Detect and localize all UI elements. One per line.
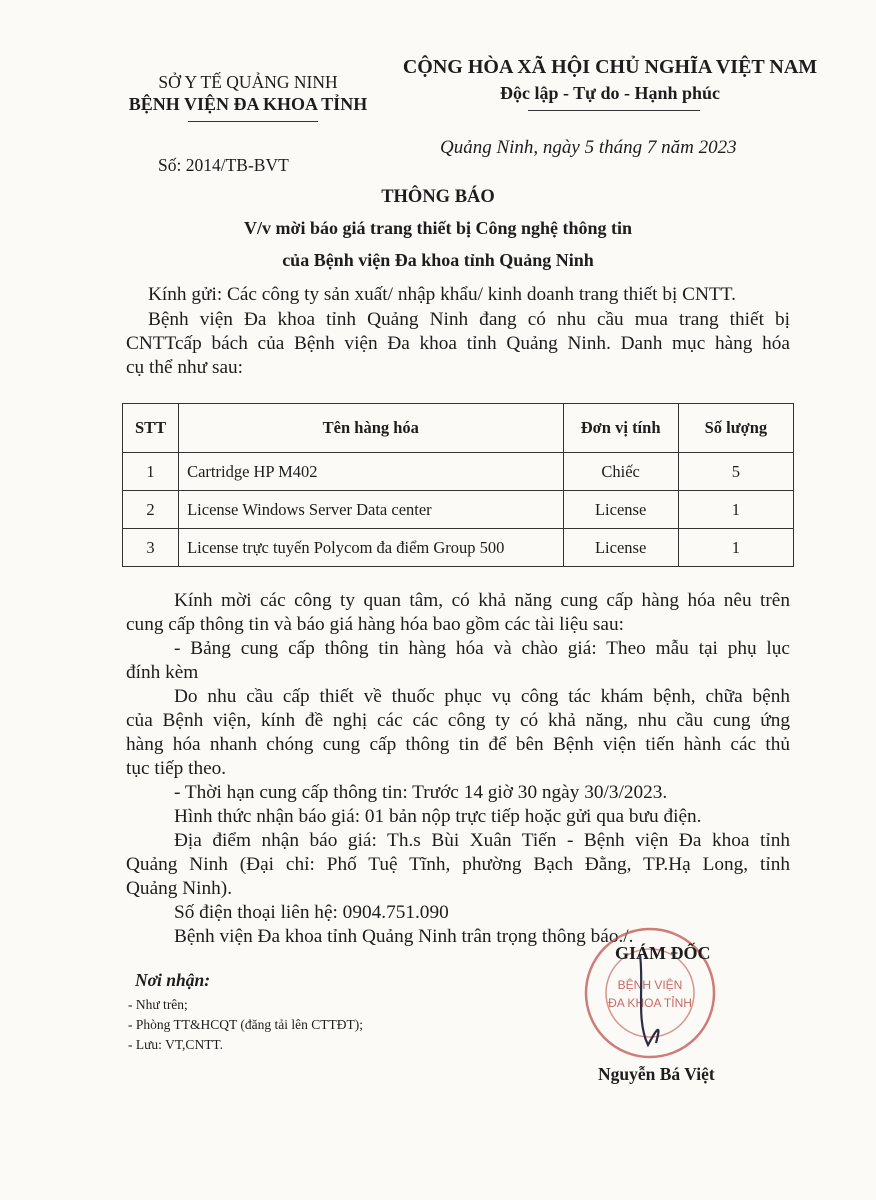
header-underline-left bbox=[188, 121, 318, 122]
body-line: cung cấp thông tin và báo giá hàng hóa bao gồm các tài liệu sau: bbox=[126, 614, 624, 635]
header-underline-right bbox=[528, 110, 700, 111]
body-line: Số điện thoại liên hệ: 0904.751.090 bbox=[174, 902, 449, 923]
greeting-text: Kính gửi: Các công ty sản xuất/ nhập khẩu/ kinh doanh trang thiết bị CNTT. bbox=[148, 284, 736, 305]
recipient-item: - Phòng TT&HCQT (đăng tải lên CTTĐT); bbox=[128, 1017, 363, 1032]
subject-line-1: V/v mời báo giá trang thiết bị Công nghệ thông tin bbox=[243, 218, 632, 238]
seal-text-line-2: ĐA KHOA TỈNH bbox=[608, 996, 692, 1010]
recipient-item: - Lưu: VT,CNTT. bbox=[128, 1037, 224, 1052]
intro-line: CNTTcấp bách của Bệnh viện Đa khoa tỉnh Quảng Ninh. Danh mục hàng hóa bbox=[126, 333, 790, 354]
table-row bbox=[123, 529, 794, 567]
greeting bbox=[148, 283, 736, 307]
place-date: Quảng Ninh, ngày 5 tháng 7 năm 2023 bbox=[440, 137, 737, 158]
body-line: Quảng Ninh (Đại chỉ: Phố Tuệ Tĩnh, phường Bạch Đằng, TP.Hạ Long, tỉnh bbox=[126, 854, 790, 875]
cell-quantity: 5 bbox=[678, 453, 793, 491]
body-line: Do nhu cầu cấp thiết về thuốc phục vụ công tác khám bệnh, chữa bệnh bbox=[174, 686, 790, 707]
body-line: đính kèm bbox=[126, 662, 199, 683]
body-line: Kính mời các công ty quan tâm, có khả năng cung cấp hàng hóa nêu trên bbox=[174, 590, 790, 611]
body-paragraphs bbox=[126, 589, 790, 949]
cell-stt: 3 bbox=[123, 529, 179, 567]
table-row bbox=[123, 491, 794, 529]
parent-agency: SỞ Y TẾ QUẢNG NINH bbox=[158, 72, 338, 92]
cell-item-name: License Windows Server Data center bbox=[179, 491, 563, 529]
recipients-list bbox=[128, 995, 363, 1055]
intro-paragraph bbox=[126, 308, 790, 380]
recipients-title: Nơi nhận: bbox=[135, 970, 211, 990]
body-line: - Bảng cung cấp thông tin hàng hóa và chào giá: Theo mẫu tại phụ lục bbox=[174, 638, 790, 659]
cell-item-name: License trực tuyến Polycom đa điểm Group 500 bbox=[179, 529, 563, 567]
header-quantity: Số lượng bbox=[678, 404, 793, 453]
body-line: - Thời hạn cung cấp thông tin: Trước 14 giờ 30 ngày 30/3/2023. bbox=[174, 782, 668, 803]
issuing-hospital: BỆNH VIỆN ĐA KHOA TỈNH bbox=[128, 94, 368, 114]
body-line: Địa điểm nhận báo giá: Th.s Bùi Xuân Tiến - Bệnh viện Đa khoa tỉnh bbox=[174, 830, 790, 851]
body-line: hàng hóa nhanh chóng cung cấp thông tin để bên Bệnh viện tiến hành các thủ bbox=[126, 734, 790, 755]
cell-unit: License bbox=[563, 491, 678, 529]
body-line: của Bệnh viện, kính đề nghị các các công ty có khả năng, nhu cầu cung ứng bbox=[126, 710, 790, 731]
header-unit: Đơn vị tính bbox=[563, 404, 678, 453]
signer-title: GIÁM ĐỐC bbox=[615, 943, 711, 963]
cell-unit: License bbox=[563, 529, 678, 567]
cell-quantity: 1 bbox=[678, 529, 793, 567]
subject-line-2: của Bệnh viện Đa khoa tỉnh Quảng Ninh bbox=[282, 250, 594, 270]
header-item-name: Tên hàng hóa bbox=[179, 404, 563, 453]
table-header-row bbox=[123, 404, 794, 453]
national-title: CỘNG HÒA XÃ HỘI CHỦ NGHĨA VIỆT NAM bbox=[402, 56, 818, 78]
seal-text-line-1: BỆNH VIỆN bbox=[617, 978, 683, 992]
cell-item-name: Cartridge HP M402 bbox=[179, 453, 563, 491]
body-line: tục tiếp theo. bbox=[126, 758, 227, 779]
signer-name: Nguyễn Bá Việt bbox=[598, 1064, 715, 1084]
national-motto: Độc lập - Tự do - Hạnh phúc bbox=[499, 83, 721, 103]
cell-quantity: 1 bbox=[678, 491, 793, 529]
intro-line: cụ thể như sau: bbox=[126, 357, 244, 378]
header-stt: STT bbox=[123, 404, 179, 453]
goods-table bbox=[122, 403, 794, 567]
cell-stt: 2 bbox=[123, 491, 179, 529]
body-line: Quảng Ninh). bbox=[126, 878, 233, 899]
cell-unit: Chiếc bbox=[563, 453, 678, 491]
table-row bbox=[123, 453, 794, 491]
recipient-item: - Như trên; bbox=[128, 997, 188, 1012]
document-number: Số: 2014/TB-BVT bbox=[158, 155, 289, 175]
body-line: Hình thức nhận báo giá: 01 bản nộp trực tiếp hoặc gửi qua bưu điện. bbox=[174, 806, 702, 827]
intro-line: Bệnh viện Đa khoa tỉnh Quảng Ninh đang có nhu cầu mua trang thiết bị bbox=[148, 309, 790, 330]
body-line: Bệnh viện Đa khoa tỉnh Quảng Ninh trân trọng thông báo./. bbox=[174, 926, 634, 947]
document-title: THÔNG BÁO bbox=[381, 187, 495, 207]
cell-stt: 1 bbox=[123, 453, 179, 491]
